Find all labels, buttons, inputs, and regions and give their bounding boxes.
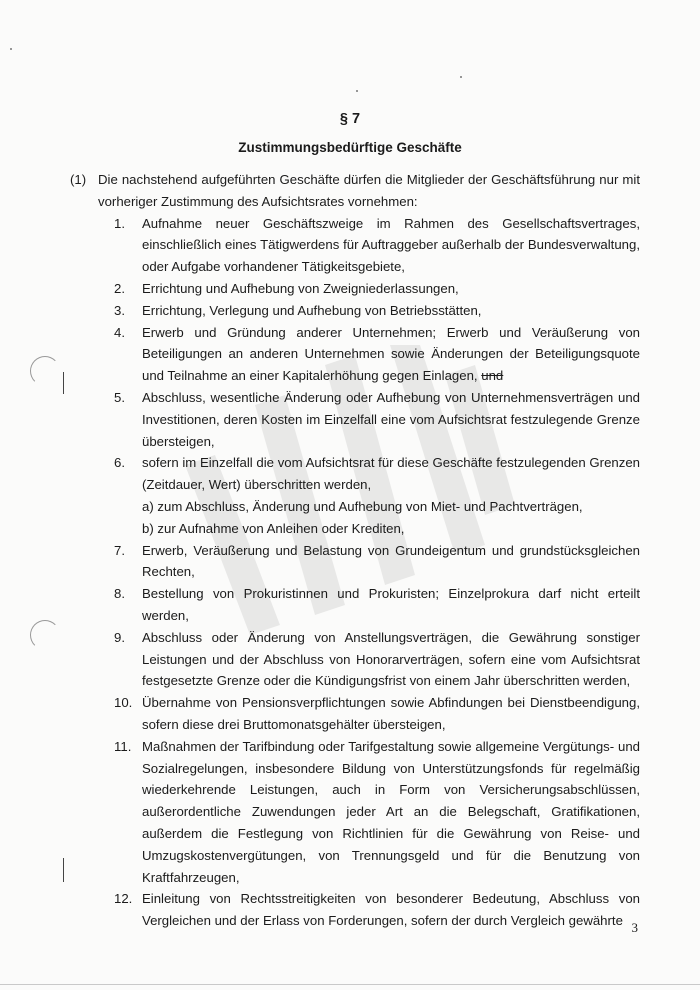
list-item-text: Errichtung, Verlegung und Aufhebung von Betriebsstätten,	[142, 302, 482, 318]
list-item	[114, 322, 640, 387]
struck-word: und	[481, 368, 504, 384]
speck	[460, 76, 462, 78]
list-item-text: Errichtung und Aufhebung von Zweigniederlassungen,	[142, 280, 459, 296]
list-item-number: 4.	[114, 324, 125, 340]
list-item	[114, 452, 640, 539]
list-item-number: 5.	[114, 389, 125, 405]
list-item-number: 7.	[114, 542, 125, 558]
margin-line-mark	[63, 372, 64, 394]
margin-line-mark	[63, 858, 64, 882]
page-edge	[0, 984, 700, 985]
paragraph-1	[64, 169, 640, 932]
list-item	[114, 387, 640, 452]
list-item-number: 2.	[114, 280, 125, 296]
punch-hole-mark	[30, 356, 60, 386]
list-item-number: 8.	[114, 586, 125, 602]
list-item	[114, 888, 640, 932]
list-item	[114, 540, 640, 584]
list-item-text: sofern im Einzelfall die vom Aufsichtsrat für diese Geschäfte festzulegenden Grenzen (Zeitdauer, Wert) überschritten werden,	[142, 455, 640, 493]
list-subitem-b: b) zur Aufnahme von Anleihen oder Krediten,	[142, 520, 405, 536]
list-item-number: 1.	[114, 215, 125, 231]
list-item-text: Abschluss, wesentliche Änderung oder Aufhebung von Unternehmensverträgen und Investitionen, deren Kosten im Einzelfall eine vom Aufsichtsrat festzulegende Grenze übersteigen,	[142, 389, 640, 449]
list-item-text: Erwerb und Gründung anderer Unternehmen; Erwerb und Veräußerung von Beteiligungen an anderen Unternehmen sowie Änderungen der Beteiligungsquote und Teilnahme an einer Kapitalerhöhung gegen Einlagen,	[142, 324, 640, 384]
list-item	[114, 692, 640, 736]
approval-list	[114, 213, 640, 932]
list-item	[114, 583, 640, 627]
page-number: 3	[631, 920, 638, 935]
list-item-text: Erwerb, Veräußerung und Belastung von Grundeigentum und grundstücksgleichen Rechten,	[142, 542, 640, 580]
paragraph-number: (1)	[70, 172, 87, 187]
section-number: § 7	[339, 111, 361, 127]
list-item-number: 12.	[114, 891, 133, 907]
punch-hole-mark	[30, 620, 60, 650]
speck	[356, 90, 358, 92]
list-item-text: Maßnahmen der Tarifbindung oder Tarifgestaltung sowie allgemeine Vergütungs- und Sozialregelungen, insbesondere Bildung von Unterstützungsfonds für regelmäßig wiederkehrende Leistungen, auch in Form von Versicherungsabschlüssen, außerordentliche Zuwendungen jeder Art an die Belegschaft, Gratifikationen, außerdem die Festlegung von Richtlinien für die Gewährung von Reise- und Umzugskostenvergütungen, von Trennungsgeld und für die Benutzung von Kraftfahrzeugen,	[142, 738, 640, 885]
list-item	[114, 736, 640, 889]
list-item-number: 3.	[114, 302, 125, 318]
list-item-text: Bestellung von Prokuristinnen und Prokuristen; Einzelprokura darf nicht erteilt werden,	[142, 586, 640, 623]
list-item-text: Aufnahme neuer Geschäftszweige im Rahmen des Gesellschaftsvertrages, einschließlich eines Tätigwerdens für Auftraggeber außerhalb der Bundesverwaltung, oder Aufgabe vorhandener Tätigkeitsgebiete,	[142, 215, 640, 275]
list-item	[114, 213, 640, 278]
list-item	[114, 278, 640, 300]
list-item-text: Einleitung von Rechtsstreitigkeiten von besonderer Bedeutung, Abschluss von Vergleichen und der Erlass von Forderungen, sofern der durch Vergleich gewährte	[142, 891, 640, 929]
list-item-number: 10.	[114, 695, 133, 711]
list-item	[114, 300, 640, 322]
list-item-text: Abschluss oder Änderung von Anstellungsverträgen, die Gewährung sonstiger Leistungen und der Abschluss von Honorarverträgen, sofern eine vom Aufsichtsrat festgesetzte Grenze oder die Kündigungsfrist von einem Jahr überschritten werden,	[142, 629, 640, 689]
speck	[10, 48, 12, 50]
section-title: Zustimmungsbedürftige Geschäfte	[238, 140, 462, 155]
list-item-number: 6.	[114, 455, 125, 471]
list-item-text: Übernahme von Pensionsverpflichtungen sowie Abfindungen bei Dienstbeendigung, sofern diese drei Bruttomonatsgehälter übersteigen,	[142, 695, 640, 732]
list-item-number: 9.	[114, 629, 125, 645]
list-item	[114, 627, 640, 692]
list-item-number: 11.	[114, 738, 132, 754]
paragraph-intro: Die nachstehend aufgeführten Geschäfte dürfen die Mitglieder der Geschäftsführung nur mit vorheriger Zustimmung des Aufsichtsrates vornehmen:	[98, 172, 640, 209]
list-subitem-a: a) zum Abschluss, Änderung und Aufhebung von Miet- und Pachtverträgen,	[142, 498, 583, 514]
